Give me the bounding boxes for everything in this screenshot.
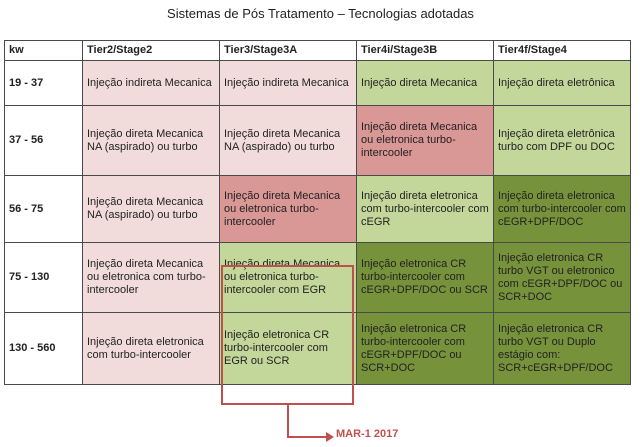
table-cell: Injeção indireta Mecanica [220,61,357,106]
table-cell: Injeção direta eletrônica [494,61,631,106]
table-cell: Injeção direta Mecanica NA (aspirado) ou turbo [220,106,357,176]
kw-range: 19 - 37 [5,61,83,106]
table-cell: Injeção direta Mecanica ou eletronica turbo-intercooler [220,176,357,243]
table-row [5,313,631,385]
table-cell: Injeção direta Mecanica ou eletronica com turbo-intercooler [83,243,220,313]
table-row [5,61,631,106]
table-header-row [5,41,631,61]
header-tier4i: Tier4i/Stage3B [357,41,494,61]
table-cell: Injeção direta Mecanica ou eletronica turbo-intercooler com EGR [220,243,357,313]
table-cell: Injeção eletronica CR turbo-intercooler com EGR ou SCR [220,313,357,385]
kw-range: 37 - 56 [5,106,83,176]
table-cell: Injeção eletronica CR turbo VGT ou Duplo estágio com: SCR+cEGR+DPF/DOC [494,313,631,385]
table-cell: Injeção direta eletronica com turbo-intercooler com cEGR+DPF/DOC [494,176,631,243]
table-cell: Injeção direta Mecanica NA (aspirado) ou turbo [83,106,220,176]
technology-table [4,40,631,385]
table-row [5,106,631,176]
table-row [5,176,631,243]
header-kw: kw [5,41,83,61]
header-tier3: Tier3/Stage3A [220,41,357,61]
table-cell: Injeção direta eletrônica turbo com DPF ou DOC [494,106,631,176]
header-tier2: Tier2/Stage2 [83,41,220,61]
table-row [5,243,631,313]
table-cell: Injeção direta Mecanica ou eletronica turbo-intercooler [357,106,494,176]
table-cell: Injeção eletronica CR turbo-intercooler com cEGR+DPF/DOC ou SCR+DOC [357,313,494,385]
page-title: Sistemas de Pós Tratamento – Tecnologias adotadas [167,6,474,21]
table-cell: Injeção eletronica CR turbo-intercooler com cEGR+DPF/DOC ou SCR [357,243,494,313]
kw-range: 130 - 560 [5,313,83,385]
table-cell: Injeção direta eletronica com turbo-intercooler com cEGR [357,176,494,243]
highlight-label: MAR-1 2017 [336,428,399,440]
table-cell: Injeção indireta Mecanica [83,61,220,106]
header-tier4f: Tier4f/Stage4 [494,41,631,61]
table-cell: Injeção direta eletronica com turbo-intercooler [83,313,220,385]
table-cell: Injeção direta Mecanica [357,61,494,106]
kw-range: 56 - 75 [5,176,83,243]
table-cell: Injeção direta Mecanica NA (aspirado) ou turbo [83,176,220,243]
kw-range: 75 - 130 [5,243,83,313]
table-cell: Injeção eletronica CR turbo VGT ou eletronico com cEGR+DPF/DOC ou SCR+DOC [494,243,631,313]
